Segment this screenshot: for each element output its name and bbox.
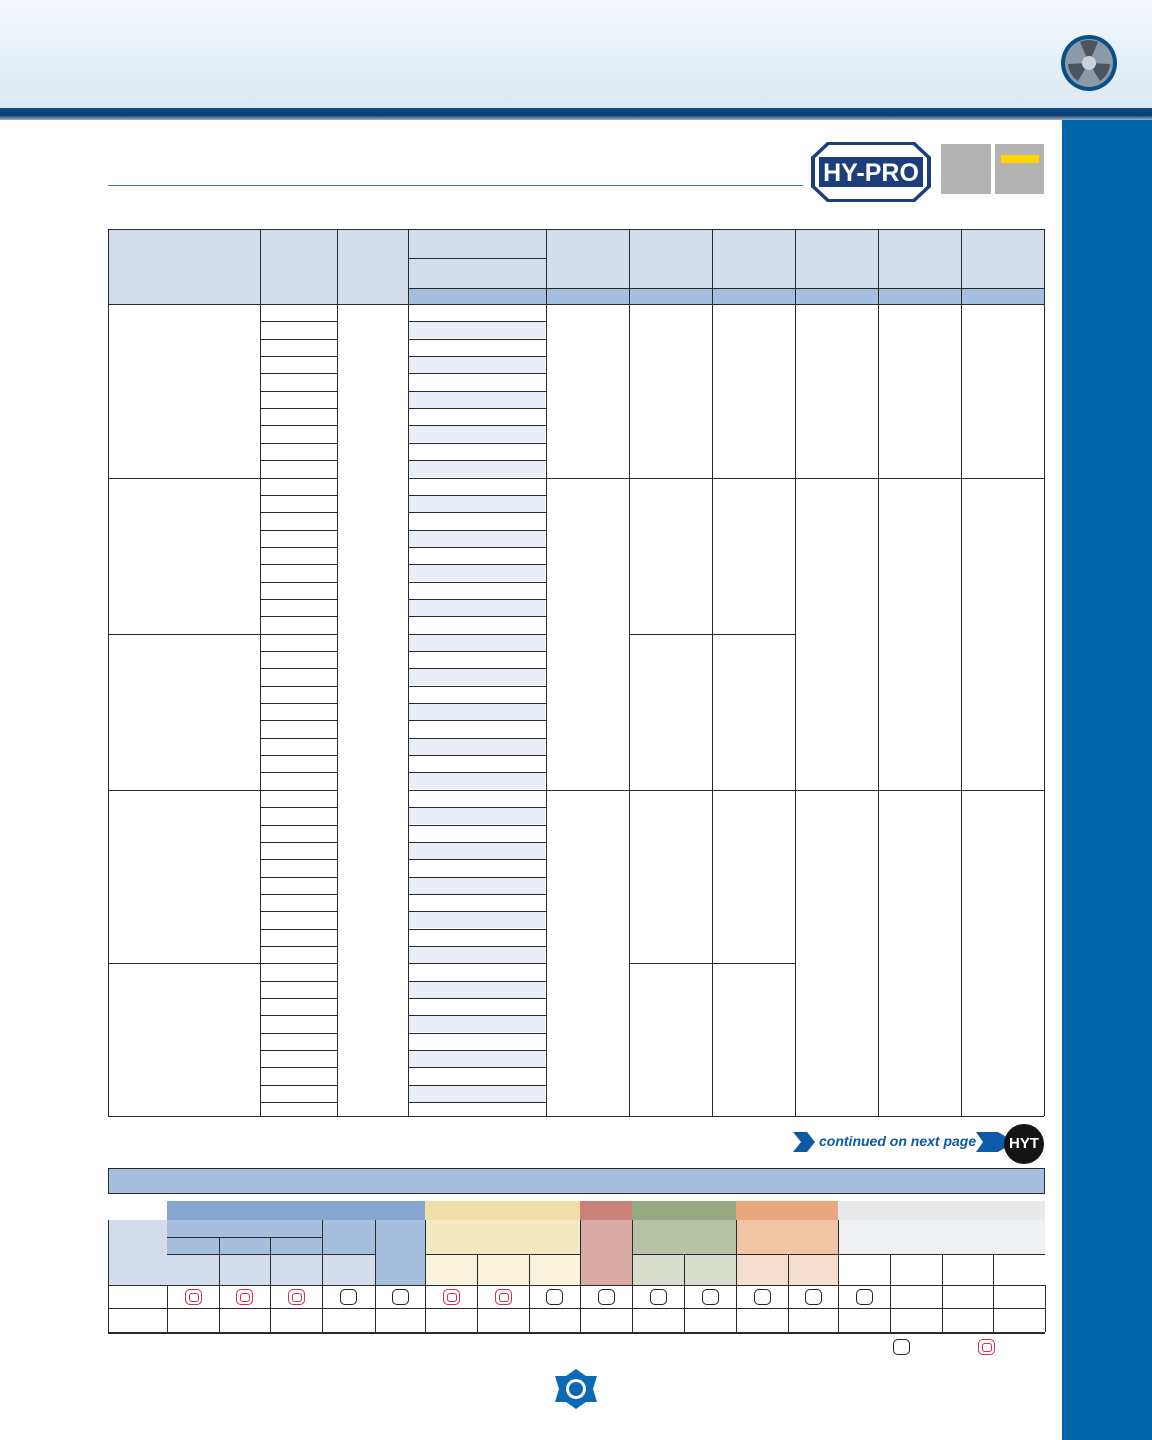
- row-rule: [260, 616, 337, 617]
- steel-sub-e: [322, 1254, 375, 1285]
- group-rule: [260, 478, 337, 479]
- row-stripe: [409, 947, 545, 963]
- rating-ok-icon: [702, 1289, 719, 1305]
- col-rule: [529, 1254, 530, 1285]
- row-rule: [408, 981, 546, 982]
- row-rule: [408, 321, 546, 322]
- row-rule: [408, 651, 546, 652]
- rating-ok-icon: [598, 1289, 615, 1305]
- steel-sub-c: [167, 1254, 322, 1285]
- col-rule: [632, 1220, 633, 1285]
- col-rule: [425, 1220, 426, 1285]
- row-stripe: [409, 357, 545, 373]
- alloy-group-header: [736, 1201, 838, 1220]
- row-rule: [260, 911, 337, 912]
- other-group-header: [838, 1201, 1045, 1220]
- steel-group-header: [167, 1201, 425, 1220]
- row-rule: [260, 859, 337, 860]
- tab-block-2: [995, 144, 1044, 194]
- alloy-sub: [736, 1220, 838, 1254]
- row-rule: [408, 599, 546, 600]
- col-rule: [838, 1220, 839, 1285]
- merge-rule: [546, 790, 629, 791]
- row-rule: [260, 825, 337, 826]
- stainless-sub-2: [425, 1254, 580, 1285]
- alloy-sub-2: [736, 1254, 838, 1285]
- row-stripe: [409, 565, 545, 581]
- col-rule: [580, 1285, 581, 1332]
- nonferrous-sub: [632, 1220, 736, 1254]
- legend-ok-icon: [893, 1339, 910, 1355]
- row-rule: [408, 373, 546, 374]
- col-rule: [375, 1220, 376, 1285]
- row-rule: [408, 1085, 546, 1086]
- col-rule: [322, 1220, 323, 1285]
- col-rule: [1045, 1285, 1046, 1332]
- row-rule: [408, 738, 546, 739]
- row-stripe: [409, 322, 545, 338]
- row-rule: [260, 1067, 337, 1068]
- row-rule: [260, 356, 337, 357]
- rule: [108, 1308, 1045, 1309]
- column-rule: [712, 229, 713, 1116]
- row-rule: [408, 1015, 546, 1016]
- column-rule: [1044, 229, 1045, 1116]
- row-rule: [260, 408, 337, 409]
- row-stripe: [409, 461, 545, 477]
- row-rule: [408, 686, 546, 687]
- material-title-bar: [108, 1168, 1045, 1194]
- row-rule: [260, 1015, 337, 1016]
- row-rule: [408, 825, 546, 826]
- row-stripe: [409, 1051, 545, 1067]
- side-tab-bar: [1062, 120, 1152, 1440]
- col-rule: [736, 1220, 737, 1285]
- row-rule: [260, 703, 337, 704]
- row-stripe: [409, 1016, 545, 1032]
- rating-ok-icon: [546, 1289, 563, 1305]
- row-rule: [260, 686, 337, 687]
- row-rule: [260, 877, 337, 878]
- column-rule: [108, 229, 109, 1116]
- rule: [425, 1254, 580, 1255]
- row-rule: [408, 859, 546, 860]
- col-rule: [322, 1285, 323, 1332]
- col-rule: [167, 1285, 168, 1332]
- row-stripe: [409, 704, 545, 720]
- row-label-header: [108, 1220, 167, 1285]
- merge-rule: [629, 963, 795, 964]
- rating-good-icon: [185, 1289, 202, 1305]
- row-stripe: [409, 808, 545, 824]
- row-stripe: [409, 600, 545, 616]
- group-rule: [260, 790, 337, 791]
- row-stripe: [409, 982, 545, 998]
- group-rule: [408, 963, 546, 964]
- row-rule: [260, 339, 337, 340]
- row-stripe: [409, 426, 545, 442]
- row-rule: [260, 443, 337, 444]
- castiron-group-header: [580, 1201, 632, 1220]
- row-rule: [260, 512, 337, 513]
- header-band: [0, 0, 1152, 108]
- row-rule: [260, 460, 337, 461]
- col-rule: [942, 1285, 943, 1332]
- row-rule: [260, 755, 337, 756]
- osg-logo: [553, 1368, 599, 1410]
- row-rule: [408, 460, 546, 461]
- legend-good-icon: [978, 1339, 995, 1355]
- spec-header-divider: [408, 258, 546, 259]
- column-rule: [961, 229, 962, 1116]
- steel-sub-a: [167, 1220, 322, 1237]
- row-rule: [260, 1033, 337, 1034]
- merge-rule: [629, 790, 795, 791]
- steel-sub-f: [375, 1220, 425, 1285]
- group-rule: [108, 963, 260, 964]
- row-rule: [408, 530, 546, 531]
- row-rule: [408, 720, 546, 721]
- col-rule: [219, 1237, 220, 1285]
- row-rule: [260, 564, 337, 565]
- col-rule: [477, 1285, 478, 1332]
- group-rule: [260, 634, 337, 635]
- row-rule: [408, 495, 546, 496]
- group-rule: [408, 478, 546, 479]
- rating-ok-icon: [805, 1289, 822, 1305]
- series-badge: HYT: [1004, 1124, 1044, 1164]
- rule: [736, 1254, 838, 1255]
- col-rule: [838, 1285, 839, 1332]
- row-rule: [408, 616, 546, 617]
- row-rule: [260, 547, 337, 548]
- row-rule: [408, 391, 546, 392]
- rating-ok-icon: [754, 1289, 771, 1305]
- row-rule: [408, 1102, 546, 1103]
- row-stripe: [409, 635, 545, 651]
- group-rule: [408, 634, 546, 635]
- title-rule: [108, 185, 803, 186]
- steel-sub-d: [322, 1220, 375, 1254]
- group-rule: [408, 790, 546, 791]
- column-rule: [878, 229, 879, 1116]
- column-rule: [260, 229, 261, 1116]
- continued-text: continued on next page: [819, 1133, 977, 1149]
- header-rule: [0, 108, 1152, 120]
- row-stripe: [409, 912, 545, 928]
- row-rule: [260, 373, 337, 374]
- row-rule: [408, 755, 546, 756]
- rule: [108, 1285, 1045, 1286]
- row-rule: [260, 946, 337, 947]
- rule: [167, 1254, 322, 1255]
- row-rule: [260, 321, 337, 322]
- row-rule: [408, 807, 546, 808]
- row-rule: [260, 894, 337, 895]
- steel-sub-b: [167, 1237, 322, 1254]
- rule: [167, 1237, 322, 1238]
- col-rule: [632, 1285, 633, 1332]
- row-rule: [260, 981, 337, 982]
- col-rule: [270, 1237, 271, 1285]
- rating-good-icon: [443, 1289, 460, 1305]
- row-rule: [408, 547, 546, 548]
- row-rule: [260, 668, 337, 669]
- col-rule: [477, 1254, 478, 1285]
- castiron-sub: [580, 1220, 632, 1285]
- rating-good-icon: [288, 1289, 305, 1305]
- rating-good-icon: [236, 1289, 253, 1305]
- col-rule: [219, 1285, 220, 1332]
- merge-rule: [546, 478, 629, 479]
- row-rule: [408, 582, 546, 583]
- hypro-logo: [805, 139, 937, 205]
- row-stripe: [409, 496, 545, 512]
- group-rule: [108, 634, 260, 635]
- rating-good-icon: [495, 1289, 512, 1305]
- tab-block-1: [941, 144, 991, 194]
- row-rule: [260, 425, 337, 426]
- col-rule: [108, 1220, 109, 1332]
- row-rule: [260, 842, 337, 843]
- row-stripe: [409, 878, 545, 894]
- col-rule: [788, 1254, 789, 1285]
- column-rule: [795, 229, 796, 1116]
- row-rule: [260, 391, 337, 392]
- col-rule: [425, 1285, 426, 1332]
- row-rule: [260, 495, 337, 496]
- col-rule: [890, 1285, 891, 1332]
- row-rule: [260, 530, 337, 531]
- row-rule: [408, 894, 546, 895]
- group-rule: [260, 963, 337, 964]
- header-bottom-rule: [108, 304, 1044, 305]
- row-rule: [408, 512, 546, 513]
- rating-ok-icon: [392, 1289, 409, 1305]
- col-rule: [788, 1285, 789, 1332]
- col-rule: [993, 1285, 994, 1332]
- rule: [108, 1332, 1045, 1334]
- merge-rule: [795, 790, 1044, 791]
- col-rule: [580, 1220, 581, 1285]
- row-rule: [260, 772, 337, 773]
- col-rule: [529, 1285, 530, 1332]
- row-rule: [260, 599, 337, 600]
- row-rule: [408, 929, 546, 930]
- merge-rule: [629, 634, 795, 635]
- col-rule: [375, 1285, 376, 1332]
- row-rule: [408, 564, 546, 565]
- merge-rule: [795, 478, 1044, 479]
- row-stripe: [409, 669, 545, 685]
- rating-ok-icon: [856, 1289, 873, 1305]
- row-stripe: [409, 843, 545, 859]
- rating-ok-icon: [650, 1289, 667, 1305]
- rating-ok-icon: [340, 1289, 357, 1305]
- column-rule: [337, 229, 338, 1116]
- row-rule: [408, 842, 546, 843]
- row-rule: [408, 356, 546, 357]
- table-bottom-rule: [108, 1116, 1044, 1117]
- row-rule: [408, 443, 546, 444]
- tab-highlight: [1001, 155, 1039, 163]
- row-stripe: [409, 773, 545, 789]
- col-rule: [684, 1285, 685, 1332]
- col-rule: [890, 1254, 891, 1285]
- row-stripe: [409, 531, 545, 547]
- row-stripe: [409, 392, 545, 408]
- column-rule: [629, 229, 630, 1116]
- merge-rule: [629, 478, 795, 479]
- stainless-group-header: [425, 1201, 580, 1220]
- col-rule: [684, 1254, 685, 1285]
- row-rule: [408, 668, 546, 669]
- row-rule: [260, 738, 337, 739]
- row-rule: [260, 1050, 337, 1051]
- row-rule: [408, 772, 546, 773]
- row-rule: [408, 408, 546, 409]
- row-rule: [260, 582, 337, 583]
- row-rule: [408, 998, 546, 999]
- row-rule: [260, 998, 337, 999]
- row-rule: [408, 1050, 546, 1051]
- col-rule: [270, 1285, 271, 1332]
- row-rule: [260, 929, 337, 930]
- row-rule: [260, 651, 337, 652]
- row-rule: [260, 720, 337, 721]
- row-rule: [408, 877, 546, 878]
- row-rule: [408, 911, 546, 912]
- group-rule: [108, 478, 260, 479]
- row-rule: [408, 425, 546, 426]
- col-rule: [993, 1254, 994, 1285]
- gear-icon: [1060, 34, 1118, 92]
- group-rule: [108, 790, 260, 791]
- col-rule: [736, 1285, 737, 1332]
- row-rule: [408, 339, 546, 340]
- other-sub: [838, 1220, 1045, 1254]
- row-rule: [408, 946, 546, 947]
- spec-subheader-row: [408, 288, 1044, 304]
- col-rule: [942, 1254, 943, 1285]
- row-rule: [260, 807, 337, 808]
- row-stripe: [409, 739, 545, 755]
- stainless-sub: [425, 1220, 580, 1254]
- row-rule: [408, 1033, 546, 1034]
- row-rule: [260, 1085, 337, 1086]
- row-rule: [260, 1102, 337, 1103]
- nonferrous-group-header: [632, 1201, 736, 1220]
- column-rule: [546, 229, 547, 1116]
- logo-text: HY-PRO: [823, 159, 919, 187]
- row-stripe: [409, 1086, 545, 1102]
- row-rule: [408, 703, 546, 704]
- row-rule: [408, 1067, 546, 1068]
- rule: [322, 1254, 375, 1255]
